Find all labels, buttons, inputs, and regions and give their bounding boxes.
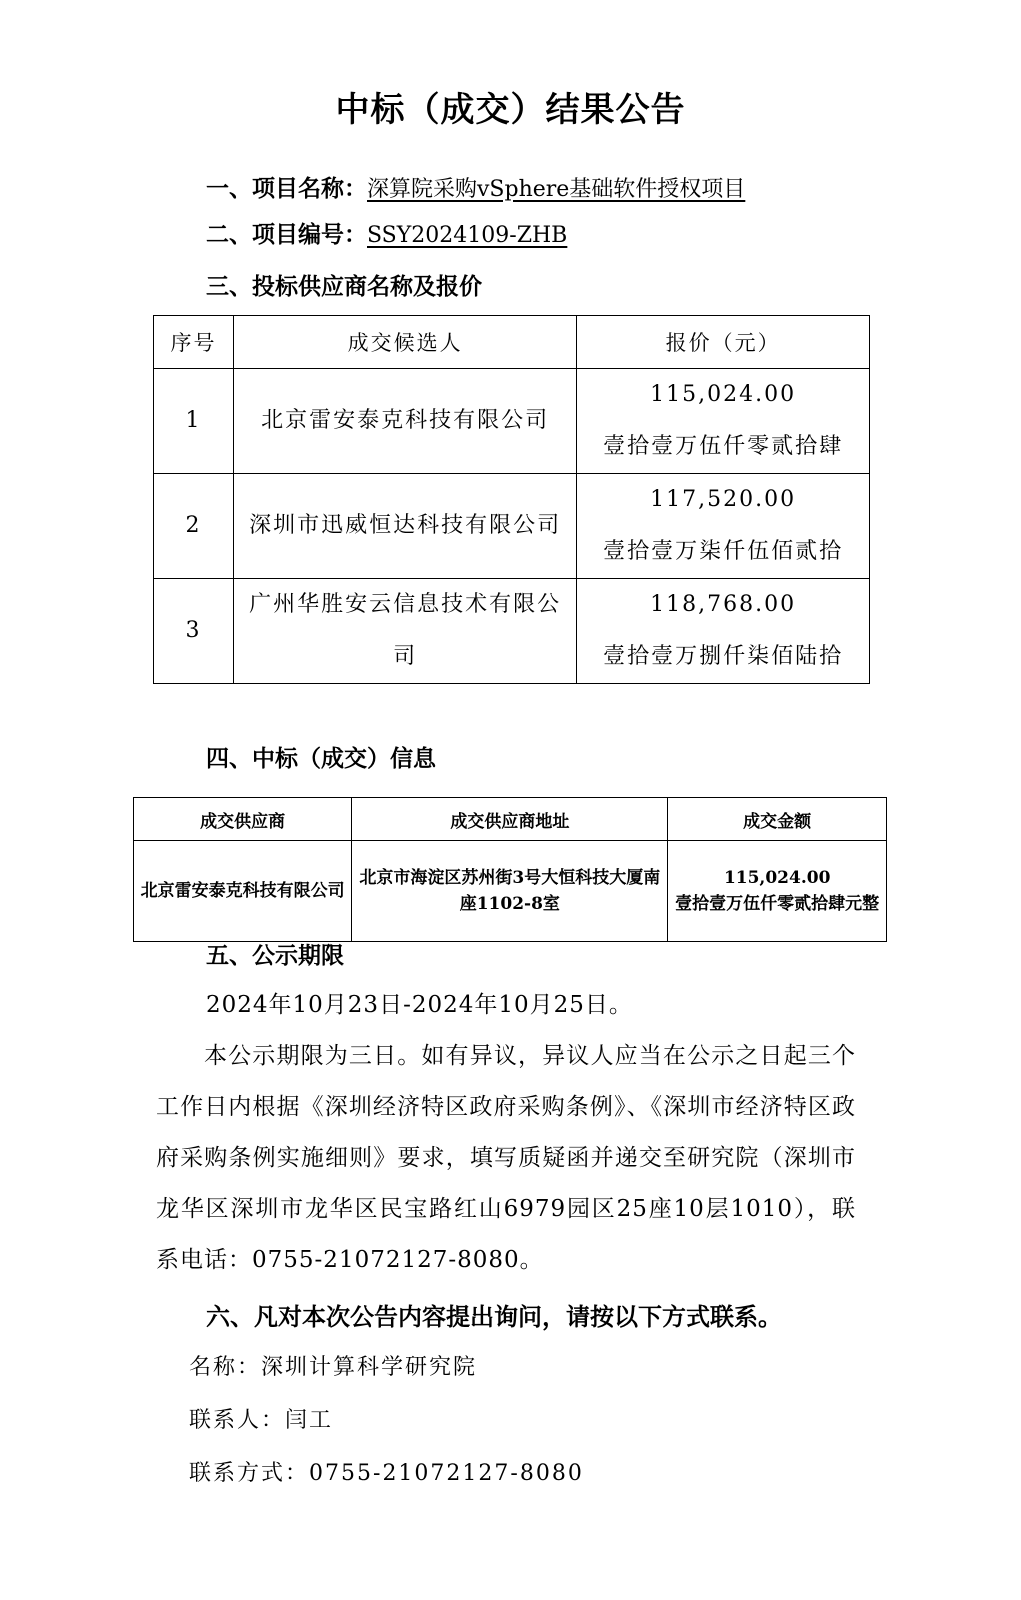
contact-name-line: [189, 1350, 477, 1381]
award-supplier: 北京雷安泰克科技有限公司: [134, 841, 352, 942]
header-price: 报价（元）: [577, 316, 870, 369]
award-table: [133, 797, 887, 942]
section6-title: 六、凡对本次公告内容提出询问，请按以下方式联系。: [206, 1303, 782, 1331]
project-name-value: 深算院采购vSphere基础软件授权项目: [367, 177, 746, 202]
row-amount: 118,768.00: [650, 592, 797, 617]
project-number-label: 二、项目编号：: [206, 222, 367, 248]
row-no: 2: [154, 474, 234, 579]
row-amount: 117,520.00: [650, 487, 797, 512]
header-amount: 成交金额: [668, 798, 887, 841]
award-table-header: [134, 798, 887, 841]
section5-title: 五、公示期限: [206, 943, 344, 969]
notice-paragraph: 本公示期限为三日。如有异议，异议人应当在公示之日起三个工作日内根据《深圳经济特区政府采购条例》、《深圳市经济特区政府采购条例实施细则》要求，填写质疑函并递交至研究院（深圳市龙华区深圳市龙华区民宝路红山6979园区25座10层1010），联系电话：0755-21072127-8080。: [156, 1043, 856, 1273]
row-price: [577, 579, 870, 684]
award-amount: 115,024.00: [723, 868, 831, 888]
contact-person-label: 联系人：: [189, 1408, 286, 1433]
table-row: [154, 579, 870, 684]
row-name: 深圳市迅威恒达科技有限公司: [234, 474, 577, 579]
row-no: 3: [154, 579, 234, 684]
project-name-label: 一、项目名称：: [206, 176, 367, 202]
row-amount-cn: 壹拾壹万柒仟伍佰贰拾: [603, 539, 844, 564]
award-amount-cell: [668, 841, 887, 942]
section4-title: 四、中标（成交）信息: [206, 746, 436, 772]
contact-phone-label: 联系方式：: [189, 1461, 310, 1486]
contact-person: 闫工: [285, 1408, 334, 1433]
project-name-line: [206, 170, 745, 203]
publicity-period: 2024年10月23日-2024年10月25日。: [206, 992, 633, 1018]
contact-person-line: [189, 1403, 333, 1434]
section3-title: 三、投标供应商名称及报价: [206, 274, 482, 300]
header-supplier: 成交供应商: [134, 798, 352, 841]
header-no: 序号: [154, 316, 234, 369]
award-address: 北京市海淀区苏州街3号大恒科技大厦南座1102-8室: [352, 841, 668, 942]
page-title: 中标（成交）结果公告: [335, 90, 686, 130]
row-name: 广州华胜安云信息技术有限公司: [234, 579, 577, 684]
row-price: [577, 369, 870, 474]
bids-table-header: [154, 316, 870, 369]
header-candidate: 成交候选人: [234, 316, 577, 369]
contact-phone-line: [189, 1456, 584, 1487]
row-price: [577, 474, 870, 579]
row-name: 北京雷安泰克科技有限公司: [234, 369, 577, 474]
header-address: 成交供应商地址: [352, 798, 668, 841]
project-number-value: SSY2024109-ZHB: [367, 223, 568, 248]
table-row: [154, 474, 870, 579]
award-amount-cn: 壹拾壹万伍仟零贰拾肆元整: [675, 894, 880, 914]
contact-name-label: 名称：: [189, 1355, 262, 1380]
row-amount: 115,024.00: [650, 382, 797, 407]
contact-phone: 0755-21072127-8080: [309, 1461, 584, 1486]
row-no: 1: [154, 369, 234, 474]
row-amount-cn: 壹拾壹万捌仟柒佰陆拾: [603, 644, 844, 669]
bids-table: [153, 315, 870, 684]
project-number-line: [206, 216, 567, 249]
table-row: [134, 841, 887, 942]
table-row: [154, 369, 870, 474]
contact-name: 深圳计算科学研究院: [261, 1355, 478, 1380]
row-amount-cn: 壹拾壹万伍仟零贰拾肆: [603, 434, 844, 459]
